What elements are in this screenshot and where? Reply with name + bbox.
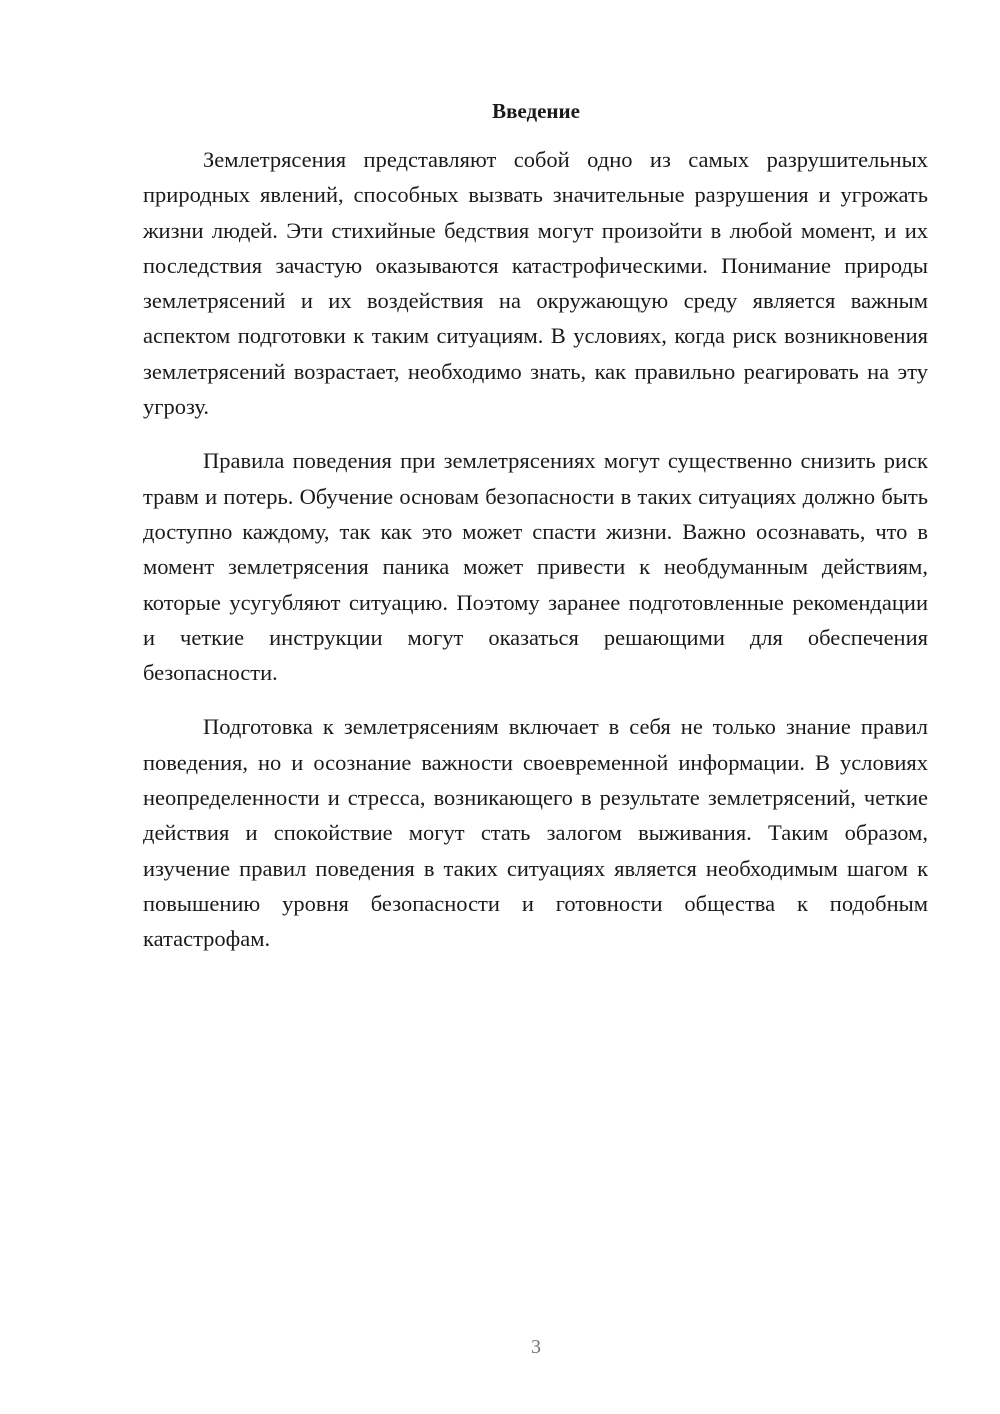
paragraph-1: Землетрясения представляют собой одно из самых разрушительных природных явлений, способных вызвать значительные разрушения и угрожать жизни людей. Эти стихийные бедствия могут произойти в любой момент, и их последствия зачастую оказываются катастрофическими. Понимание природы землетрясений и их воздействия на окружающую среду является важным аспектом подготовки к таким ситуациям. В условиях, когда риск возникновения землетрясений возрастает, необходимо знать, как правильно реагировать на эту угрозу. [143, 147, 928, 420]
page-title: Введение [492, 99, 580, 123]
paragraph-2: Правила поведения при землетрясениях могут существенно снизить риск травм и потерь. Обучение основам безопасности в таких ситуациях должно быть доступно каждому, так как это может спасти жизни. Важно осознавать, что в момент землетрясения паника может привести к необдуманным действиям, которые усугубляют ситуацию. Поэтому заранее подготовленные рекомендации и четкие инструкции могут оказаться решающими для обеспечения безопасности. [143, 448, 928, 686]
document-body [143, 142, 928, 976]
page-number: 3 [531, 1336, 541, 1358]
paragraph-3: Подготовка к землетрясениям включает в себя не только знание правил поведения, но и осознание важности своевременной информации. В условиях неопределенности и стресса, возникающего в результате землетрясений, четкие действия и спокойствие могут стать залогом выживания. Таким образом, изучение правил поведения в таких ситуациях является необходимым шагом к повышению уровня безопасности и готовности общества к подобным катастрофам. [143, 714, 928, 952]
